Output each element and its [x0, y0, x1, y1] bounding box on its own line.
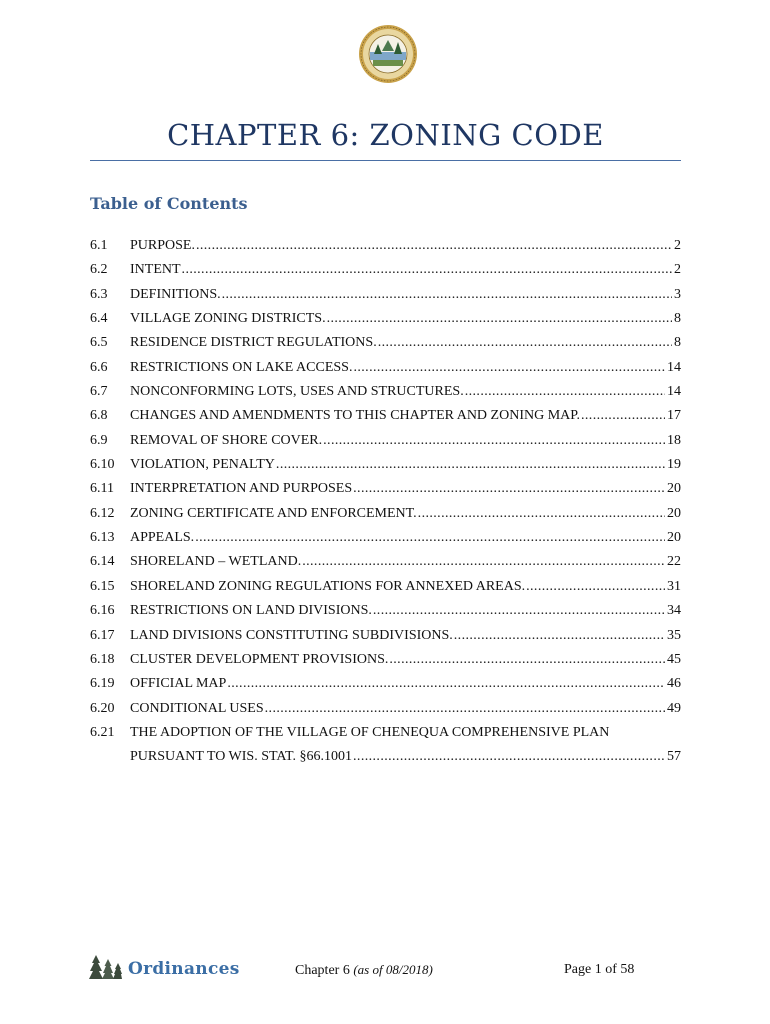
toc-page-number: 17: [667, 408, 681, 424]
toc-section-number: 6.18: [90, 651, 115, 667]
toc-entry[interactable]: [90, 453, 681, 477]
footer-chapter-label: Chapter 6: [295, 963, 354, 978]
toc-section-number: 6.4: [90, 311, 108, 327]
toc-entry[interactable]: [90, 526, 681, 550]
toc-section-number: 6.2: [90, 262, 108, 278]
toc-section-number: 6.19: [90, 676, 115, 692]
toc-page-number: 14: [667, 359, 681, 375]
toc-page-number: 2: [674, 238, 681, 253]
toc-section-title: OFFICIAL MAP: [130, 676, 227, 692]
ordinances-logo: [88, 953, 240, 979]
toc-entry[interactable]: [90, 258, 681, 282]
toc-section-title: INTERPRETATION AND PURPOSES: [130, 481, 353, 497]
ordinances-logo-text: Ordinances: [128, 959, 240, 979]
toc-page-number: 34: [667, 603, 681, 619]
toc-page-number: 46: [667, 676, 681, 692]
toc-section-title: SHORELAND ZONING REGULATIONS FOR ANNEXED AREAS.: [130, 578, 526, 594]
toc-dot-leader: [302, 550, 665, 574]
toc-section-title: RESTRICTIONS ON LAND DIVISIONS.: [130, 603, 372, 619]
toc-page-number: 8: [674, 311, 681, 327]
toc-dot-leader: [526, 575, 665, 599]
toc-section-title: APPEALS.: [130, 530, 195, 546]
toc-dot-leader: [276, 453, 665, 477]
footer-page-number: Page 1 of 58: [564, 962, 635, 977]
toc-entry[interactable]: [90, 283, 681, 307]
toc-entry[interactable]: [90, 380, 681, 404]
village-seal-icon: [358, 24, 418, 84]
page-title: CHAPTER 6: ZONING CODE: [167, 118, 604, 152]
toc-page-number: 18: [667, 432, 681, 448]
toc-section-title: CLUSTER DEVELOPMENT PROVISIONS.: [130, 651, 389, 667]
toc-dot-leader: [465, 380, 665, 404]
toc-dot-leader: [327, 307, 672, 331]
toc-section-number: 6.11: [90, 481, 114, 497]
toc-section-number: 6.9: [90, 432, 108, 448]
toc-dot-leader: [378, 331, 672, 355]
pine-trees-icon: [88, 953, 122, 979]
toc-entry[interactable]: [90, 307, 681, 331]
toc-section-title: INTENT: [130, 262, 181, 278]
toc-section-title: PURPOSE.: [130, 238, 195, 253]
toc-page-number: 20: [667, 505, 681, 521]
toc-section-number: 6.3: [90, 286, 108, 302]
toc-section-number: 6.7: [90, 384, 108, 400]
toc-dot-leader: [581, 404, 665, 428]
toc-entry[interactable]: [90, 550, 681, 574]
toc-section-title: DEFINITIONS.: [130, 286, 221, 302]
toc-entry[interactable]: [90, 697, 681, 721]
toc-entry[interactable]: [90, 721, 681, 770]
toc-page-number: 45: [667, 651, 681, 667]
toc-section-title: SHORELAND – WETLAND.: [130, 554, 302, 570]
toc-page-number: 3: [674, 286, 681, 302]
toc-page-number: 49: [667, 700, 681, 716]
toc-entry[interactable]: [90, 429, 681, 453]
toc-entry[interactable]: [90, 356, 681, 380]
toc-section-number: 6.21: [90, 724, 115, 740]
toc-section-number: 6.10: [90, 457, 115, 473]
toc-dot-leader: [353, 745, 665, 769]
toc-entry[interactable]: [90, 575, 681, 599]
toc-section-title: PURSUANT TO WIS. STAT. §66.1001: [130, 749, 353, 765]
toc-section-number: 6.20: [90, 700, 115, 716]
toc-section-title: VILLAGE ZONING DISTRICTS.: [130, 311, 326, 327]
table-of-contents: [90, 234, 681, 770]
toc-entry[interactable]: [90, 672, 681, 696]
toc-page-number: 8: [674, 335, 681, 351]
toc-dot-leader: [195, 526, 665, 550]
toc-section-title: CHANGES AND AMENDMENTS TO THIS CHAPTER AND ZONING MAP.: [130, 408, 580, 424]
toc-dot-leader: [196, 234, 672, 258]
toc-page-number: 20: [667, 530, 681, 546]
toc-dot-leader: [389, 648, 665, 672]
toc-section-number: 6.15: [90, 578, 115, 594]
toc-entry[interactable]: [90, 234, 681, 258]
toc-section-number: 6.1: [90, 238, 108, 253]
toc-section-number: 6.17: [90, 627, 115, 643]
toc-dot-leader: [227, 672, 665, 696]
toc-section-number: 6.14: [90, 554, 115, 570]
toc-dot-leader: [373, 599, 665, 623]
toc-section-number: 6.5: [90, 335, 108, 351]
toc-dot-leader: [353, 356, 665, 380]
title-divider: [90, 160, 681, 161]
toc-dot-leader: [418, 502, 665, 526]
toc-entry[interactable]: [90, 599, 681, 623]
footer-as-of: (as of 08/2018): [353, 962, 433, 977]
toc-page-number: 2: [674, 262, 681, 278]
toc-dot-leader: [323, 429, 665, 453]
toc-page-number: 19: [667, 457, 681, 473]
toc-entry[interactable]: [90, 624, 681, 648]
toc-dot-leader: [265, 697, 665, 721]
toc-section-number: 6.16: [90, 603, 115, 619]
toc-section-title: ZONING CERTIFICATE AND ENFORCEMENT.: [130, 505, 417, 521]
toc-dot-leader: [182, 258, 672, 282]
toc-section-title: NONCONFORMING LOTS, USES AND STRUCTURES.: [130, 384, 464, 400]
toc-dot-leader: [454, 624, 665, 648]
toc-section-number: 6.8: [90, 408, 108, 424]
toc-section-title: RESTRICTIONS ON LAKE ACCESS.: [130, 359, 353, 375]
toc-entry[interactable]: [90, 502, 681, 526]
toc-section-title: VIOLATION, PENALTY: [130, 457, 275, 473]
toc-page-number: 31: [667, 578, 681, 594]
toc-section-number: 6.6: [90, 359, 108, 375]
toc-section-title: CONDITIONAL USES: [130, 700, 264, 716]
toc-section-number: 6.13: [90, 530, 115, 546]
toc-page-number: 22: [667, 554, 681, 570]
toc-section-title: RESIDENCE DISTRICT REGULATIONS.: [130, 335, 377, 351]
toc-page-number: 35: [667, 627, 681, 643]
toc-page-number: 20: [667, 481, 681, 497]
toc-section-title: REMOVAL OF SHORE COVER.: [130, 432, 323, 448]
toc-entry[interactable]: [90, 331, 681, 355]
toc-entry[interactable]: [90, 648, 681, 672]
toc-entry[interactable]: [90, 477, 681, 501]
village-seal: [358, 24, 418, 84]
toc-page-number: 57: [667, 749, 681, 765]
toc-dot-leader: [222, 283, 672, 307]
toc-page-number: 14: [667, 384, 681, 400]
toc-section-number: 6.12: [90, 505, 115, 521]
toc-heading: Table of Contents: [90, 194, 248, 213]
toc-section-title: LAND DIVISIONS CONSTITUTING SUBDIVISIONS.: [130, 627, 453, 643]
toc-section-title: THE ADOPTION OF THE VILLAGE OF CHENEQUA COMPREHENSIVE PLAN: [130, 724, 610, 740]
footer-chapter: [295, 962, 433, 979]
toc-dot-leader: [353, 477, 665, 501]
toc-entry[interactable]: [90, 404, 681, 428]
